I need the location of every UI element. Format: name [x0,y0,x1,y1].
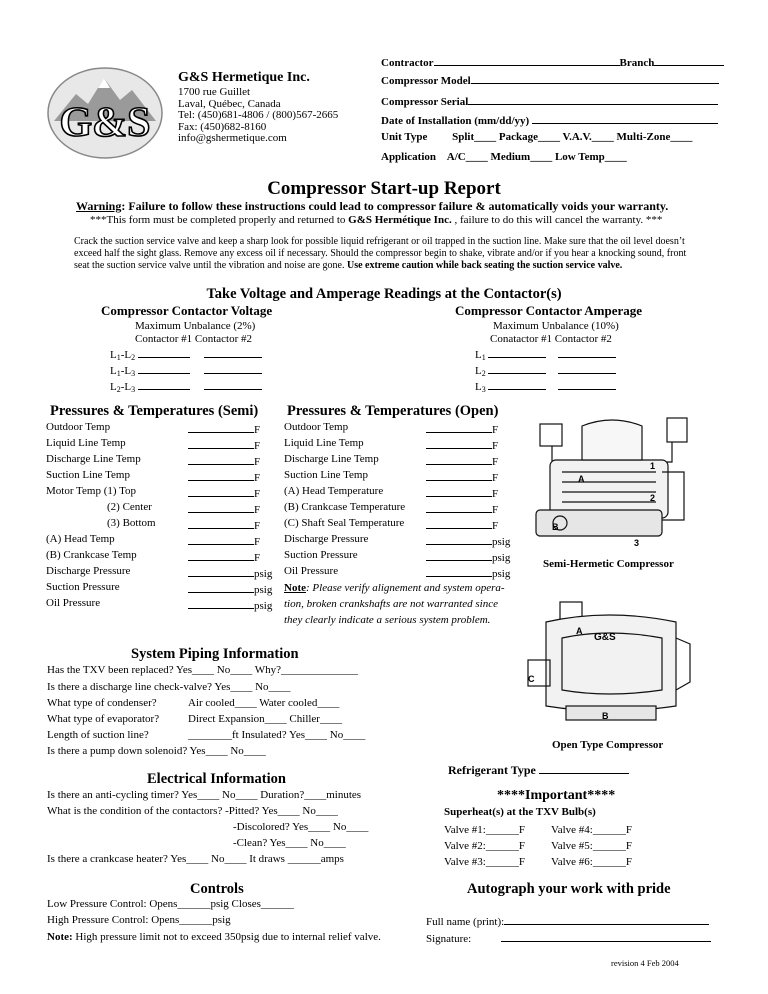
open-row-unit: F [492,424,499,436]
condenser-options[interactable]: Air cooled____ Water cooled____ [188,697,340,709]
txv-question[interactable]: Has the TXV been replaced? Yes____ No____ Why?______________ [47,664,359,676]
voltage-row[interactable]: $L_1-L_3$ [110,362,262,378]
important-label: ****Important**** [497,788,616,803]
semi-row[interactable] [107,501,152,513]
semi-row-unit: F [254,552,261,564]
voltage-row[interactable]: $L_1-L_2$ [110,346,262,362]
evaporator-question: What type of evaporator? [47,713,160,725]
check-valve-question[interactable]: Is there a discharge line check-valve? Yes____ No____ [47,681,291,693]
open-row-label: Suction Pressure [284,549,358,561]
semi-row-input[interactable] [188,421,260,436]
valve-6[interactable]: Valve #6:______F [551,856,632,868]
controls-heading: Controls [190,881,244,897]
open-compressor-image [526,598,696,730]
open-row-label: Discharge Line Temp [284,453,379,465]
semi-row[interactable] [46,485,136,497]
low-pressure-control[interactable]: Low Pressure Control: Opens______psig Closes______ [47,898,294,910]
semi-row[interactable] [46,597,100,609]
open-row[interactable] [284,453,379,465]
semi-row-unit: F [254,472,261,484]
company-name: G&S Hermetique Inc. [178,70,310,85]
voltage-heading: Take Voltage and Amperage Readings at the Contactor(s) [206,286,562,302]
semi-heading: Pressures & Temperatures (Semi) [50,403,259,419]
semi-row[interactable] [46,421,110,433]
semi-row-unit: F [254,440,261,452]
open-row-label: Oil Pressure [284,565,339,577]
semi-row-input[interactable] [188,533,260,548]
open-row-input[interactable] [426,421,498,436]
open-row-unit: psig [492,552,511,564]
logo-text: G&S [59,100,151,146]
contactor-condition-question[interactable]: What is the condition of the contactors? -Pitted? Yes____ No____ [47,805,338,817]
company-logo [46,66,164,160]
voltage-unbalance: Maximum Unbalance (2%) [135,320,256,332]
crankcase-heater-question[interactable]: Is there a crankcase heater? Yes____ No____ It draws ______amps [47,853,344,865]
suction-length-options[interactable]: ________ft Insulated? Yes____ No____ [188,729,366,741]
amperage-unbalance: Maximum Unbalance (10%) [493,320,619,332]
open-row-unit: F [492,504,499,516]
open-row-input[interactable] [426,485,498,500]
application-field[interactable]: Application A/C____ Medium____ Low Temp____ [381,151,627,163]
email-line: info@gshermetique.com [178,132,287,144]
open-row-label: Liquid Line Temp [284,437,364,449]
warranty-note: ***This form must be completed properly and returned to G&S Hermétique Inc. , failure to do this will cancel the warranty. *** [90,214,663,226]
valve-2[interactable]: Valve #2:______F [444,840,525,852]
full-name-field[interactable]: Full name (print): [426,913,709,928]
autograph-heading: Autograph your work with pride [467,881,671,897]
open-label-a: A [576,626,583,636]
valve-4[interactable]: Valve #4:______F [551,824,632,836]
open-row-input[interactable] [426,517,498,532]
valve-5[interactable]: Valve #5:______F [551,840,632,852]
semi-row-unit: F [254,536,261,548]
semi-row-input[interactable] [188,517,260,532]
semi-row-input[interactable] [188,549,260,564]
semi-row-label: Motor Temp (1) Top [46,485,137,497]
open-row[interactable] [284,501,405,513]
company-address [178,87,338,145]
open-row-label: (A) Head Temperature [284,485,384,497]
open-row-label: Suction Line Temp [284,469,368,481]
semi-row-unit: F [254,520,261,532]
open-row-input[interactable] [426,437,498,452]
semi-row[interactable] [46,469,130,481]
high-pressure-control[interactable]: High Pressure Control: Opens______psig [47,914,231,926]
voltage-row[interactable]: $L_2-L_3$ [110,378,262,394]
semi-row-label: (B) Crankcase Temp [46,549,137,561]
phone-line: Tel: (450)681-4806 / (800)567-2665 [178,109,339,121]
semi-row-label: Suction Line Temp [46,469,130,481]
semi-row-input[interactable] [188,453,260,468]
semi-row-label: Liquid Line Temp [46,437,126,449]
open-row-unit: F [492,472,499,484]
unit-type-field[interactable]: Unit Type Split____ Package____ V.A.V.____ Multi-Zone____ [381,131,693,143]
electrical-heading: Electrical Information [147,771,286,787]
model-field[interactable]: Compressor Model [381,72,719,87]
open-row-unit: F [492,456,499,468]
address-line: Laval, Québec, Canada [178,97,281,110]
controls-note: Note: High pressure limit not to exceed 350psig due to internal relief valve. [47,931,381,943]
open-row-label: Outdoor Temp [284,421,349,433]
semi-row[interactable] [107,517,156,529]
amperage-columns: Conatactor #1 Contactor #2 [490,333,612,345]
suction-length-question: Length of suction line? [47,729,149,741]
open-row[interactable] [284,517,404,529]
semi-row-input[interactable] [188,597,272,612]
pump-down-question[interactable]: Is there a pump down solenoid? Yes____ No____ [47,745,266,757]
semi-row-label: (3) Bottom [107,517,156,529]
fax-line: Fax: (450)682-8160 [178,120,267,133]
semi-row-input[interactable] [188,437,260,452]
signature-field[interactable]: Signature: [426,930,711,945]
semi-row-input[interactable] [188,581,272,596]
open-row-input[interactable] [426,533,510,548]
open-row-input[interactable] [426,501,498,516]
semi-row-label: Discharge Line Temp [46,453,141,465]
open-row-input[interactable] [426,565,510,580]
open-row[interactable] [284,421,348,433]
semi-row-label: Outdoor Temp [46,421,111,433]
piping-heading: System Piping Information [131,646,299,662]
refrigerant-type-field[interactable]: Refrigerant Type [448,762,629,778]
open-label-b: B [602,711,609,721]
open-row-input[interactable] [426,549,510,564]
semi-row-unit: psig [254,584,273,596]
amperage-row[interactable]: $L_3$ [475,378,616,394]
open-row-unit: F [492,488,499,500]
amperage-row[interactable]: $L_1$ [475,346,616,362]
install-date-field[interactable]: Date of Installation (mm/dd/yy) [381,112,718,127]
address-line: 1700 rue Guillet [178,86,251,98]
semi-row-input[interactable] [188,501,260,516]
semi-row[interactable] [46,549,137,561]
voltage-title: Compressor Contactor Voltage [101,303,273,318]
semi-hermetic-compressor-image [522,412,692,557]
open-row-label: Discharge Pressure [284,533,369,545]
condenser-question: What type of condenser? [47,697,157,709]
semi-row[interactable] [46,581,120,593]
open-row[interactable] [284,485,383,497]
semi-row[interactable] [46,437,126,449]
semi-row-label: (A) Head Temp [46,533,115,545]
open-row[interactable] [284,469,368,481]
semi-row-input[interactable] [188,565,272,580]
open-caption: Open Type Compressor [552,739,664,751]
semi-row[interactable] [46,533,115,545]
amperage-row[interactable]: $L_2$ [475,362,616,378]
open-row-input[interactable] [426,453,498,468]
voltage-columns: Contactor #1 Contactor #2 [135,333,253,345]
semi-row-input[interactable] [188,469,260,484]
open-label-c: C [528,674,535,684]
semi-row-unit: psig [254,568,273,580]
contractor-field[interactable]: Contractor Branch [381,54,724,69]
semi-row-unit: F [254,424,261,436]
semi-label-1: 1 [650,461,656,471]
semi-label-3: 3 [634,538,640,548]
semi-caption: Semi-Hermetic Compressor [543,558,674,570]
superheat-title: Superheat(s) at the TXV Bulb(s) [444,806,596,818]
open-row-unit: psig [492,536,511,548]
contactor-discolored[interactable]: -Discolored? Yes____ No____ [233,821,369,833]
semi-row-label: Discharge Pressure [46,565,131,577]
semi-row-label: Suction Pressure [46,581,120,593]
serial-field[interactable]: Compressor Serial [381,93,718,108]
semi-row-unit: F [254,456,261,468]
open-row[interactable] [284,565,338,577]
open-row-unit: F [492,520,499,532]
evaporator-options[interactable]: Direct Expansion____ Chiller____ [188,713,342,725]
semi-label-2: 2 [650,493,656,503]
open-logo-text: G&S [594,632,616,643]
semi-row[interactable] [46,565,130,577]
valve-1[interactable]: Valve #1:______F [444,824,525,836]
open-row[interactable] [284,437,364,449]
semi-row-label: (2) Center [107,501,152,513]
semi-row[interactable] [46,453,141,465]
amperage-title: Compressor Contactor Amperage [455,303,643,318]
semi-label-a: A [578,474,585,484]
semi-row-input[interactable] [188,485,260,500]
open-row-label: (B) Crankcase Temperature [284,501,406,513]
semi-label-b: B [552,522,559,532]
open-row-unit: psig [492,568,511,580]
open-row-unit: F [492,440,499,452]
warning-line: Warning: Failure to follow these instructions could lead to compressor failure & automatically voids your warranty. [76,199,669,213]
open-heading: Pressures & Temperatures (Open) [287,403,499,419]
semi-row-unit: F [254,504,261,516]
open-row[interactable] [284,533,368,545]
valve-3[interactable]: Valve #3:______F [444,856,525,868]
anti-cycling-question[interactable]: Is there an anti-cycling timer? Yes____ No____ Duration?____minutes [47,789,362,801]
page-title: Compressor Start-up Report [267,178,501,199]
contactor-clean[interactable]: -Clean? Yes____ No____ [233,837,346,849]
open-row-input[interactable] [426,469,498,484]
open-note: Note: Please verify alignement and system opera- tion, broken crankshafts are not warranted since they clearly indicate a serious system problem. [284,582,505,626]
revision-label: revision 4 Feb 2004 [611,958,679,968]
semi-row-unit: F [254,488,261,500]
semi-row-label: Oil Pressure [46,597,101,609]
open-row-label: (C) Shaft Seal Temperature [284,517,405,529]
open-row[interactable] [284,549,358,561]
semi-row-unit: psig [254,600,273,612]
instructions: Crack the suction service valve and keep a sharp look for possible liquid refrigerant or oil trapped in the suction line. Make sure that the oil level doesn’t exceed half the sight glass. Remove any excess oil if necessary. Should the compressor begin to shake, vibrate and/or if you hear a knocking sound, front seat the suction service valve until the vibration and noise are gone. Use extreme caution while back seating the suction service valve. [74,236,687,271]
